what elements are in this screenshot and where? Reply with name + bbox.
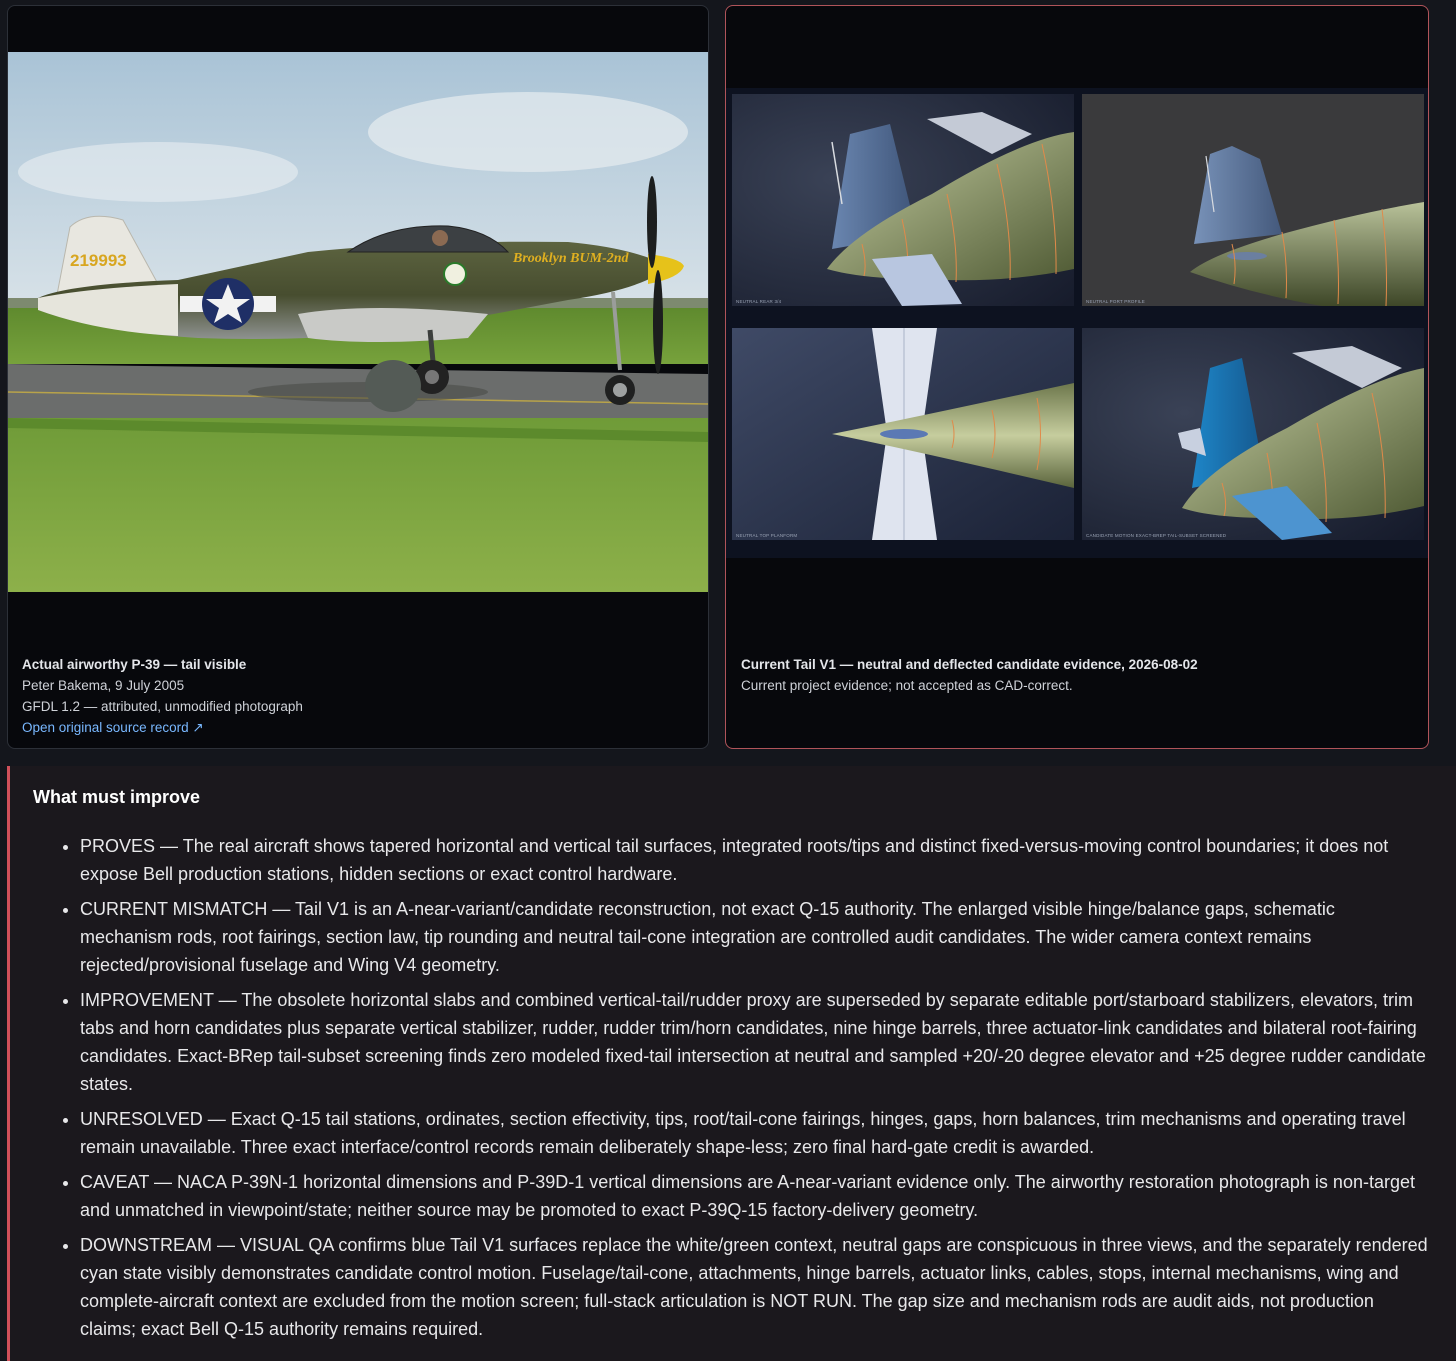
render-grid [726, 88, 1428, 558]
render-port-profile-image [1082, 94, 1424, 306]
notes-list [60, 832, 1430, 1350]
photo-license: GFDL 1.2 — attributed, unmodified photograph [22, 699, 303, 714]
note-current-mismatch: • CURRENT MISMATCH — Tail V1 is an A-near-variant/candidate reconstruction, not exact Q-15 authority. The enlarged visible hinge/balance gaps, schematic mechanism rods, root fairings, section law, tip rounding and neutral tail-cone integration are controlled audit candidates. The wider camera context remains rejected/provisional fuselage and Wing V4 geometry. [80, 895, 1430, 979]
render-caption-title: Current Tail V1 — neutral and deflected candidate evidence, 2026-08-02 [741, 657, 1198, 672]
tail-evidence-card [725, 5, 1429, 749]
note-downstream: • DOWNSTREAM — VISUAL QA confirms blue Tail V1 surfaces replace the white/green context, neutral gaps are conspicuous in three views, and the separately rendered cyan state visibly demonstrates candidate control motion. Fuselage/tail-cone, attachments, hinge barrels, actuator links, cables, stops, internal mechanisms, wing and complete-aircraft context are excluded from the motion screen; full-stack articulation is NOT RUN. The gap size and mechanism rods are audit aids, not production claims; exact Bell Q-15 authority remains required. [80, 1231, 1430, 1343]
render-candidate-motion-image [1082, 328, 1424, 540]
render-panel-port-profile [1082, 94, 1424, 306]
render-panel-candidate-motion [1082, 328, 1424, 540]
render-caption-text: Current project evidence; not accepted as CAD-correct. [741, 678, 1073, 693]
note-improvement: • IMPROVEMENT — The obsolete horizontal slabs and combined vertical-tail/rudder proxy are superseded by separate editable port/starboard stabilizers, elevators, trim tabs and horn candidates plus separate vertical stabilizer, rudder, rudder trim/horn candidates, nine hinge barrels, three actuator-link candidates and bilateral root-fairing candidates. Exact-BRep tail-subset screening finds zero modeled fixed-tail intersection at neutral and sampled +20/-20 degree elevator and +25 degree rudder candidate states. [80, 986, 1430, 1098]
render-panel-top-planform [732, 328, 1074, 540]
improvement-notes-panel [7, 766, 1456, 1361]
tail-number: 219993 [70, 251, 127, 270]
notes-heading: What must improve [33, 787, 201, 807]
p39-photograph [8, 52, 708, 592]
photo-caption-title: Actual airworthy P-39 — tail visible [22, 657, 247, 672]
render-panel-rear-3q [732, 94, 1074, 306]
render-top-planform-image [732, 328, 1074, 540]
note-proves: • PROVES — The real aircraft shows tapered horizontal and vertical tail surfaces, integrated roots/tips and distinct fixed-versus-moving control boundaries; it does not expose Bell production stations, hidden sections or exact control hardware. [80, 832, 1430, 888]
nose-art: Brooklyn BUM-2nd [513, 251, 629, 266]
render-rear-3q-image [732, 94, 1074, 306]
source-record-link[interactable]: Open original source record ↗ [22, 720, 204, 735]
render-caption [741, 654, 1198, 696]
photo-author: Peter Bakema, 9 July 2005 [22, 678, 185, 693]
photo-caption [22, 654, 303, 738]
note-unresolved: • UNRESOLVED — Exact Q-15 tail stations, ordinates, section effectivity, tips, root/tail-cone fairings, hinges, gaps, horn balances, trim mechanisms and operating travel remain unavailable. Three exact interface/control records remain deliberately shape-less; zero final hard-gate credit is awarded. [80, 1105, 1430, 1161]
render-top-planform-label: NEUTRAL TOP PLANFORM [736, 533, 798, 538]
reference-photo-card [7, 5, 709, 749]
note-caveat: • CAVEAT — NACA P-39N-1 horizontal dimensions and P-39D-1 vertical dimensions are A-near-variant evidence only. The airworthy restoration photograph is non-target and unmatched in viewpoint/state; neither source may be promoted to exact P-39Q-15 factory-delivery geometry. [80, 1168, 1430, 1224]
render-rear-3q-label: NEUTRAL REAR 3/4 [736, 299, 782, 304]
render-candidate-motion-label: CANDIDATE MOTION EXACT-BREP TAIL-SUBSET SCREENED [1086, 533, 1227, 538]
render-port-profile-label: NEUTRAL PORT PROFILE [1086, 299, 1145, 304]
